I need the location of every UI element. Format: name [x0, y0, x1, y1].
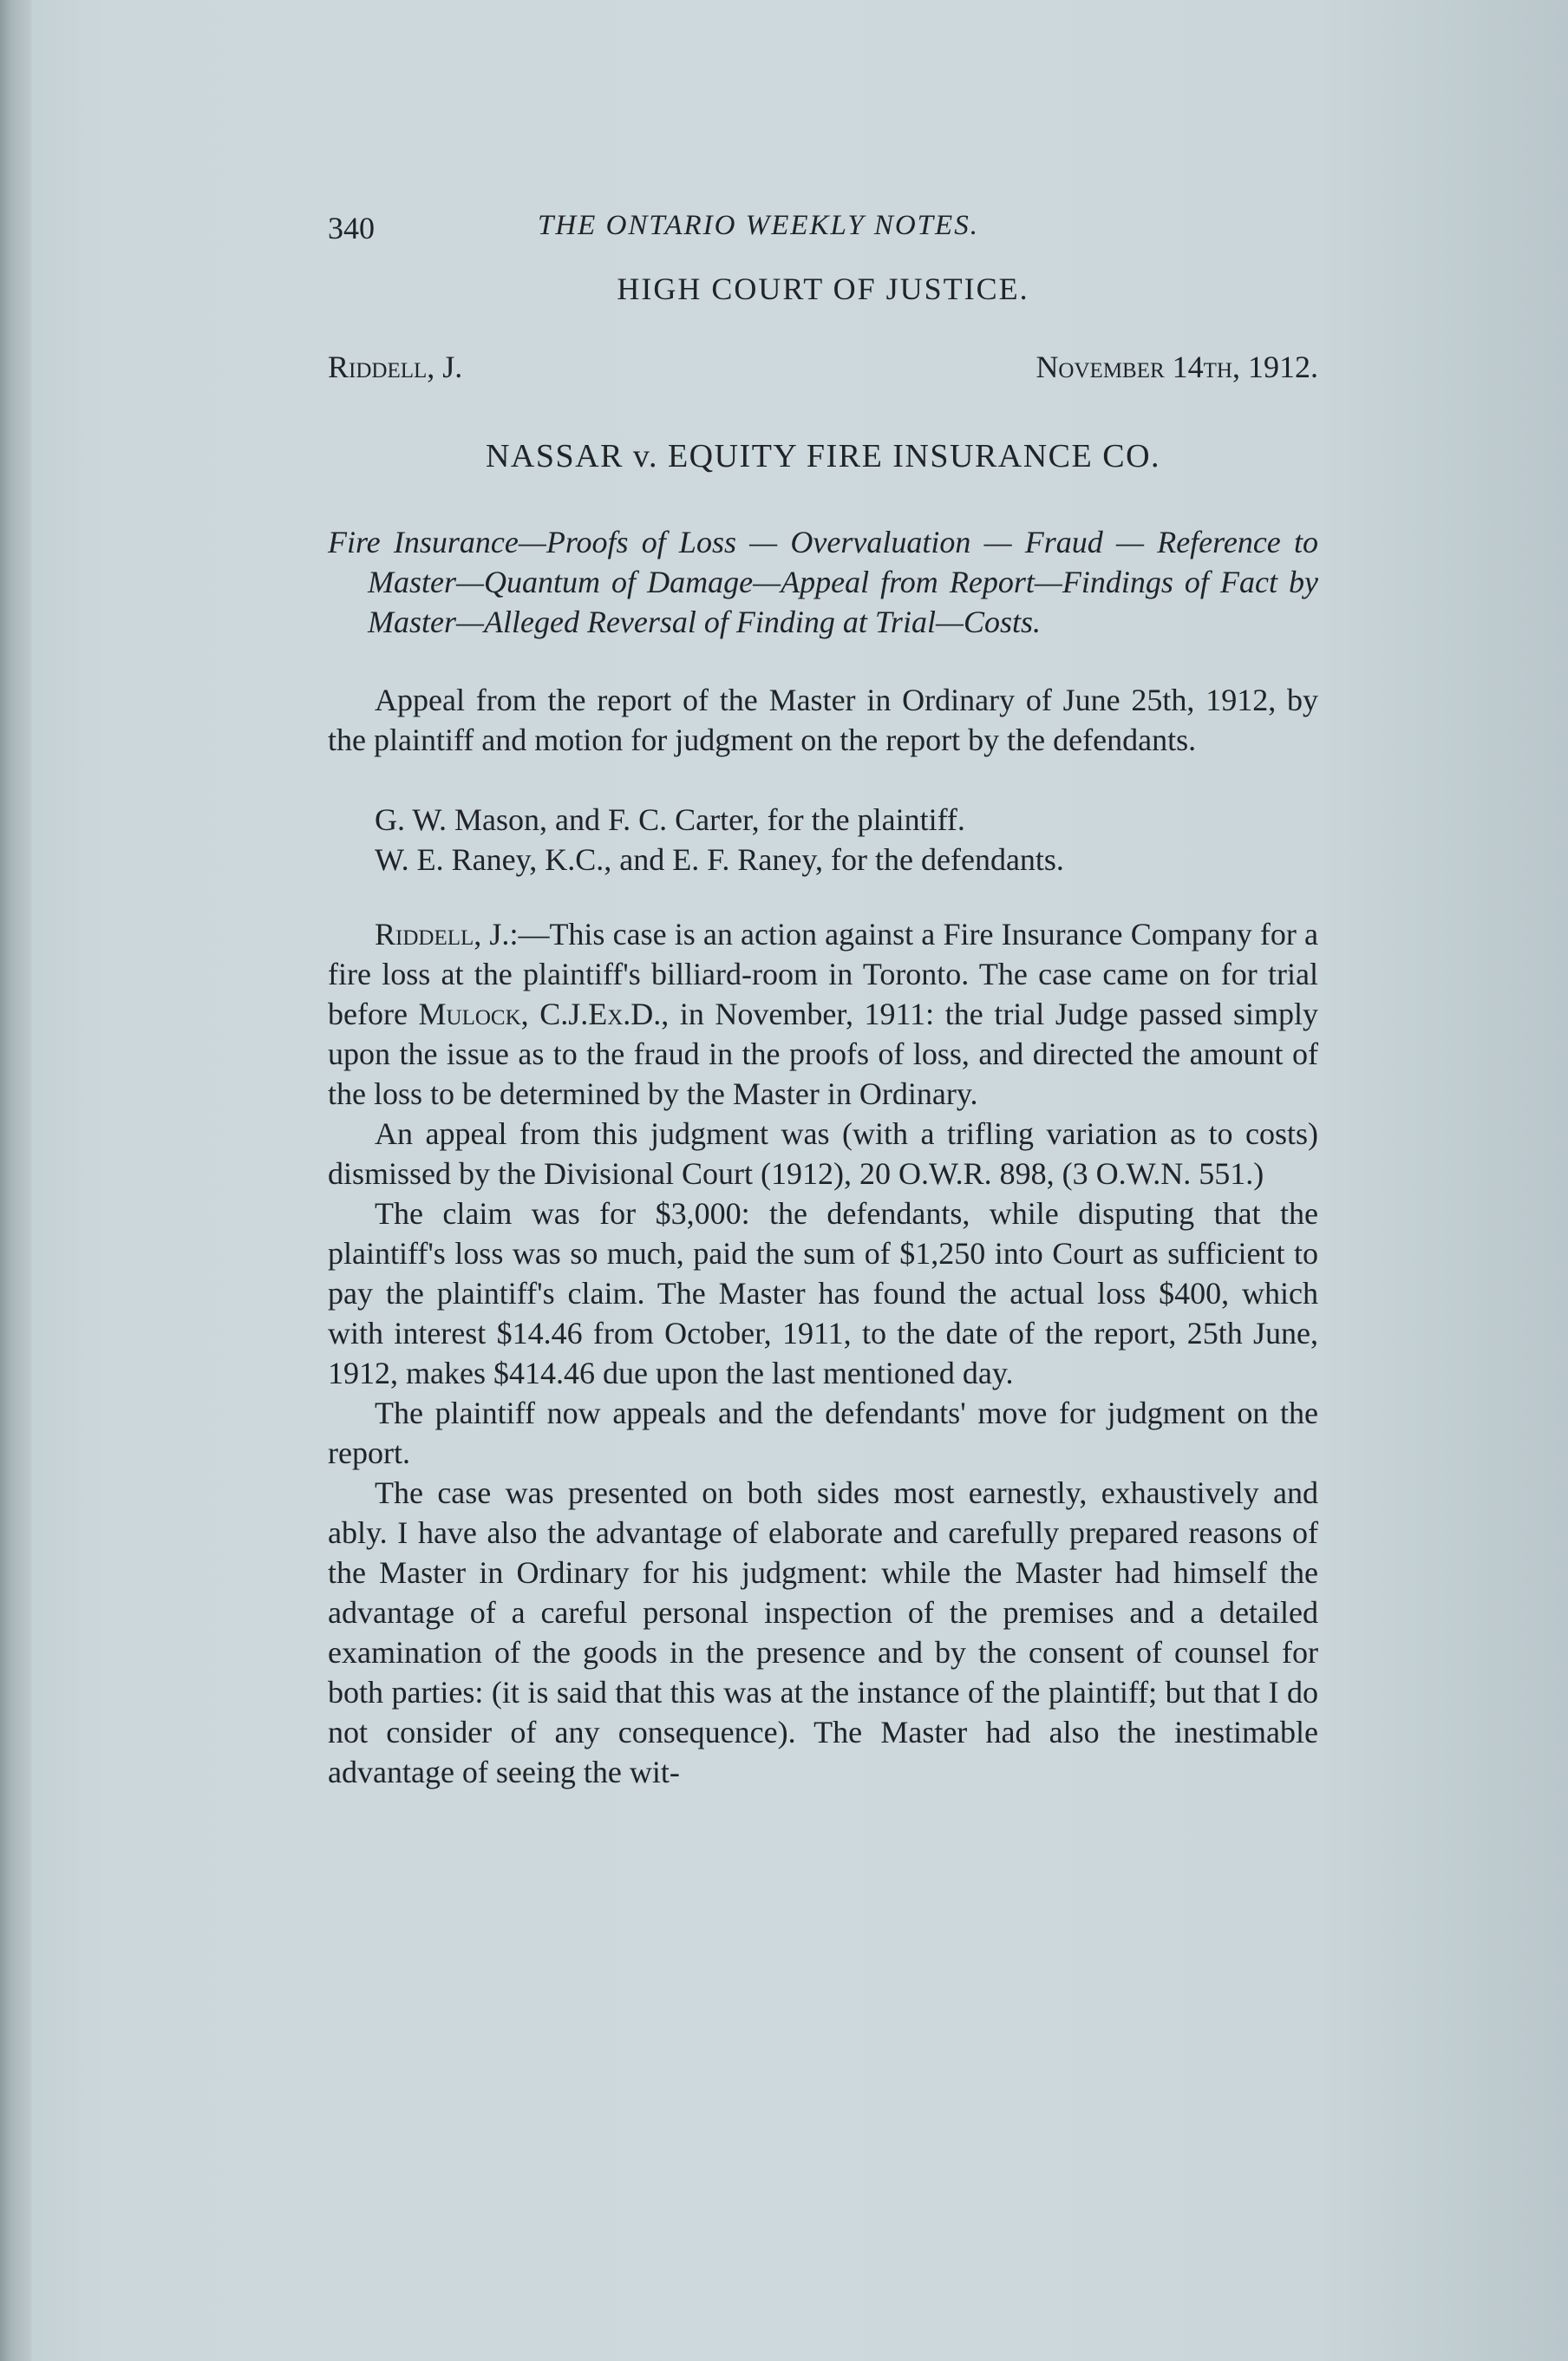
- journal-title: THE ONTARIO WEEKLY NOTES.: [538, 210, 979, 241]
- headnote: Fire Insurance—Proofs of Loss — Overvaluation — Fraud — Reference to Master—Quantum of Damage—Appeal from Report—Findings of Fact by Master—Alleged Reversal of Finding at Trial—Costs.: [328, 525, 1318, 639]
- decision-date: November 14th, 1912.: [1036, 350, 1318, 384]
- page-gutter: [0, 0, 31, 2361]
- judgment-opening-rest: , in November, 1911: the trial Judge passed simply upon the issue as to the fraud in the proofs of loss, and directed the amount of the loss to be determined by the Master in Ordinary.: [328, 997, 1318, 1111]
- judge-name: Riddell, J.: [328, 350, 463, 384]
- counsel-list: [328, 800, 1318, 880]
- running-head: [328, 199, 1318, 252]
- judgment-paragraph: The case was presented on both sides most earnestly, exhaustively and ably. I have also the advantage of elaborate and carefully prepared reasons of the Master in Ordinary for his judgment: while the Master had himself the advantage of a careful personal inspection of the premises and a detailed examination of the goods in the presence and by the consent of counsel for both parties: (it is said that this was at the instance of the plaintiff; but that I do not consider of any consequence). The Master had also the inestimable advantage of seeing the wit-: [328, 1475, 1318, 1789]
- counsel-defendants: W. E. Raney, K.C., and E. F. Raney, for the defendants.: [375, 842, 1064, 877]
- judgment-opening-text: :—This case is an action against a Fire Insurance Company for a fire loss at the plaintiff's billiard-room in Toronto. The case came on for trial before: [328, 917, 1318, 1031]
- page-content: [328, 199, 1318, 1792]
- intro-paragraph: Appeal from the report of the Master in Ordinary of June 25th, 1912, by the plaintiff and motion for judgment on the report by the defendants.: [328, 683, 1318, 757]
- trial-judge-name: Mulock, C.J.Ex.D.: [418, 997, 662, 1031]
- judgment-opening: [328, 914, 1318, 1114]
- page-number: 340: [328, 211, 375, 245]
- case-title: NASSAR v. EQUITY FIRE INSURANCE CO.: [485, 438, 1161, 474]
- counsel-plaintiff: G. W. Mason, and F. C. Carter, for the plaintiff.: [375, 802, 965, 837]
- judgment-paragraph: The plaintiff now appeals and the defendants' move for judgment on the report.: [328, 1396, 1318, 1470]
- judgment-judge-label: Riddell, J.: [375, 917, 510, 952]
- page-edge-shading: [1318, 0, 1568, 2361]
- judgment-paragraph: The claim was for $3,000: the defendants, while disputing that the plaintiff's loss was so much, paid the sum of $1,250 into Court as sufficient to pay the plaintiff's claim. The Master has found the actual loss $400, which with interest $14.46 from October, 1911, to the date of the report, 25th June, 1912, makes $414.46 due upon the last mentioned day.: [328, 1196, 1318, 1390]
- judgment-paragraph: An appeal from this judgment was (with a trifling variation as to costs) dismissed by the Divisional Court (1912), 20 O.W.R. 898, (3 O.W.N. 551.): [328, 1116, 1318, 1191]
- judge-date-row: [328, 349, 1318, 399]
- court-name: HIGH COURT OF JUSTICE.: [617, 271, 1029, 306]
